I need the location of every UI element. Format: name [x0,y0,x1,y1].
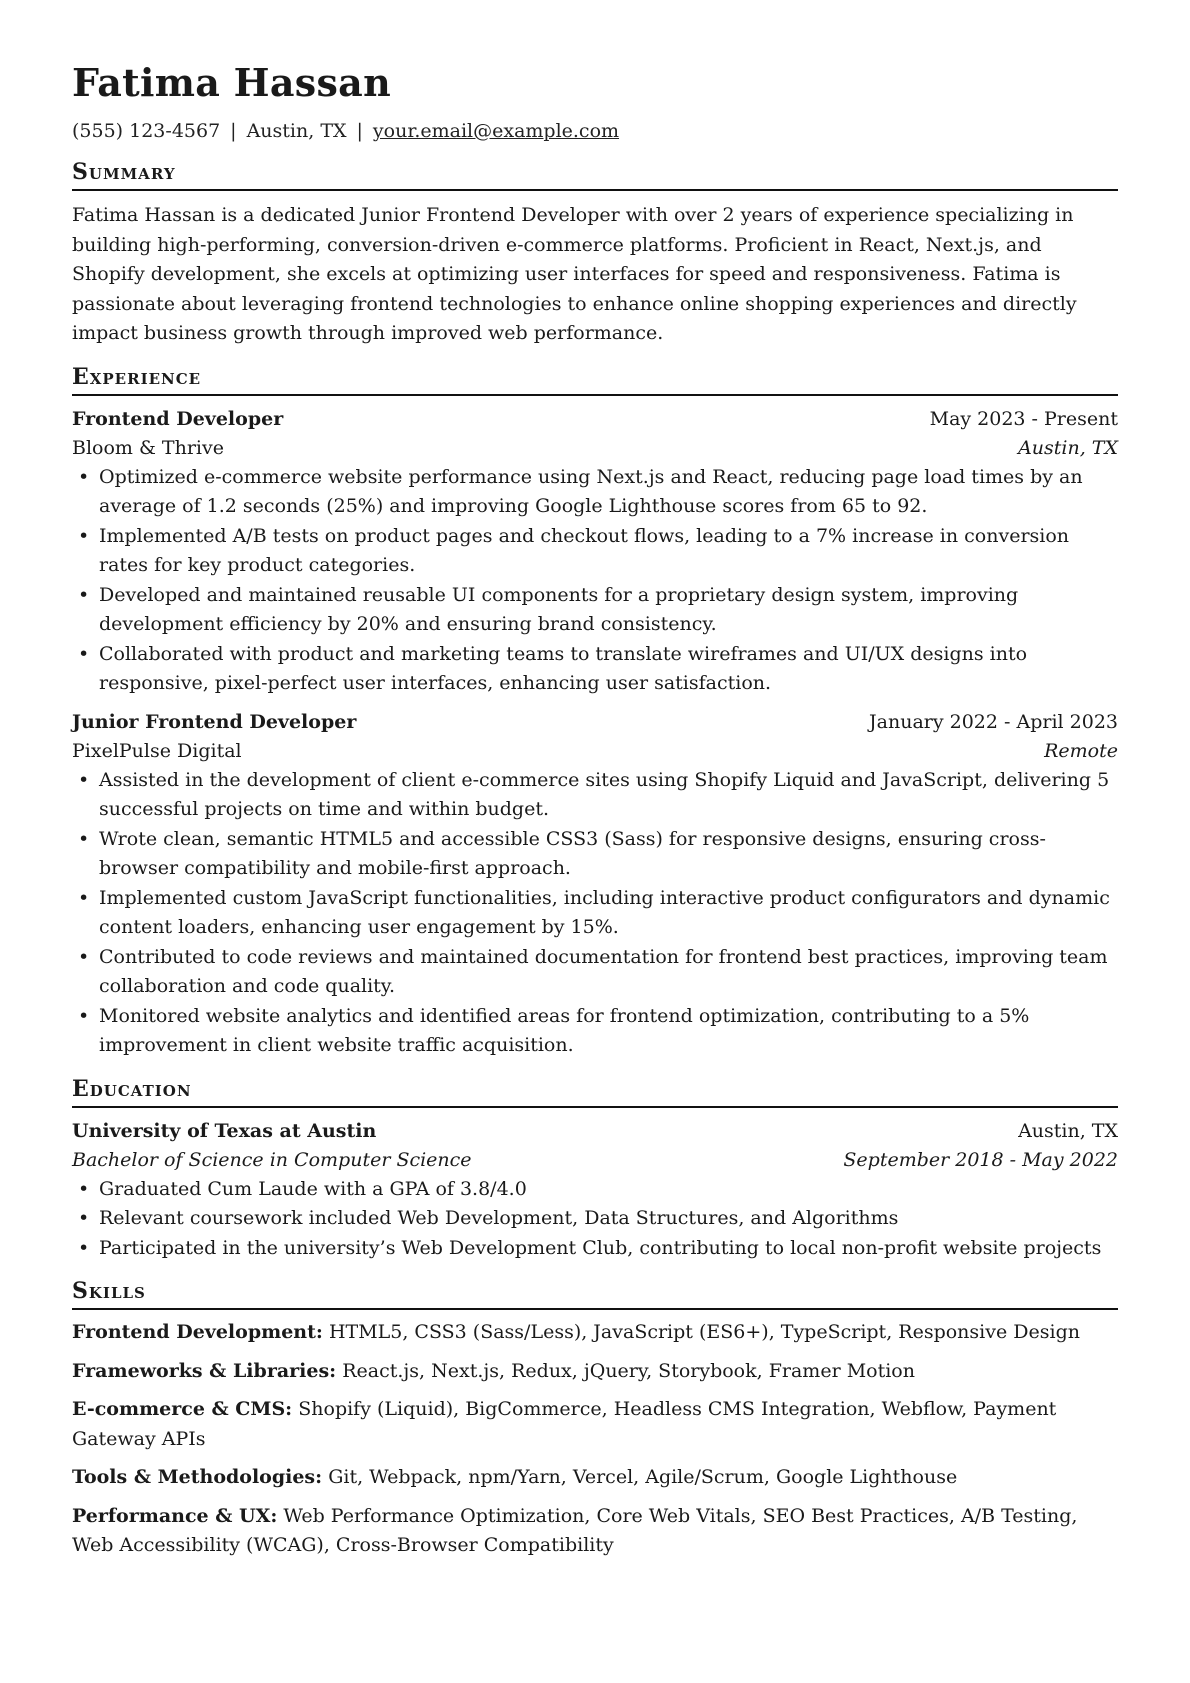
job-location: Remote [1044,739,1118,762]
bullet-text: Participated in the university’s Web Development Club, contributing to local non-profit website projects [99,1236,1102,1259]
bullet-text: Contributed to code reviews and maintained documentation for frontend best practices, improving team collaboration and code quality. [99,945,1108,997]
bullet-icon: • [78,827,90,850]
school-location: Austin, TX [1018,1119,1118,1142]
skill-value: Shopify (Liquid), BigCommerce, Headless CMS Integration, Webflow, Payment Gateway APIs [72,1398,1057,1450]
job-entry [72,708,1118,1061]
job-dates: May 2023 - Present [929,407,1118,430]
bullet-text: Assisted in the development of client e-commerce sites using Shopify Liquid and JavaScript, delivering 5 successful projects on time and within budget. [99,768,1110,820]
bullet-text: Monitored website analytics and identified areas for frontend optimization, contributing to a 5% improvement in client website traffic acquisition. [99,1004,1030,1056]
bullet-text: Developed and maintained reusable UI components for a proprietary design system, improving development efficiency by 20% and ensuring brand consistency. [99,583,1019,635]
bullet-text: Wrote clean, semantic HTML5 and accessible CSS3 (Sass) for responsive designs, ensuring cross-browser compatibility and mobile-first approach. [99,827,1046,879]
job-subheader [72,434,1118,463]
job-location: Austin, TX [1018,436,1118,459]
job-bullets [72,463,1118,699]
bullet-item [72,1204,1118,1234]
bullet-item [72,463,1118,522]
bullet-icon: • [78,642,90,665]
skills-section [72,1277,1118,1561]
skills-list [72,1318,1118,1561]
education-subheader [72,1146,1118,1175]
bullet-text: Relevant coursework included Web Development, Data Structures, and Algorithms [99,1207,899,1229]
bullet-item [72,1175,1118,1205]
skill-label: Frameworks & Libraries: [72,1359,337,1382]
skill-label: Performance & UX: [72,1504,278,1527]
skill-line [72,1502,1118,1561]
section-title-skills: Skills [72,1277,1118,1310]
summary-text: Fatima Hassan is a dedicated Junior Frontend Developer with over 2 years of experience specializing in building high-performing, conversion-driven e-commerce platforms. Proficient in React, Next.js, and Shopify development, she excels at optimizing user interfaces for speed and responsiveness. Fatima is passionate about leveraging frontend technologies to enhance online shopping experiences and directly impact business growth through improved web performance. [72,204,1077,344]
skill-line [72,1463,1118,1493]
email-link[interactable]: your.email@example.com [372,120,620,142]
job-company: PixelPulse Digital [72,739,242,762]
skill-line [72,1318,1118,1348]
bullet-text: Graduated Cum Laude with a GPA of 3.8/4.0 [99,1177,527,1200]
section-title-experience: Experience [72,363,1118,396]
bullet-text: Implemented A/B tests on product pages and checkout flows, leading to a 7% increase in conversion rates for key product categories. [99,524,1070,576]
bullet-text: Collaborated with product and marketing teams to translate wireframes and UI/UX designs into responsive, pixel-perfect user interfaces, enhancing user satisfaction. [99,642,1028,694]
education-dates: September 2018 - May 2022 [843,1148,1118,1171]
bullet-icon: • [78,1207,90,1229]
education-bullets [72,1175,1118,1264]
skill-value: Web Performance Optimization, Core Web Vitals, SEO Best Practices, A/B Testing, Web Accessibility (WCAG), Cross-Browser Compatibility [72,1504,1078,1556]
job-header [72,405,1118,434]
contact-separator: | [230,120,237,142]
bullet-item [72,1002,1118,1061]
skill-value: React.js, Next.js, Redux, jQuery, Storybook, Framer Motion [342,1359,915,1382]
bullet-item [72,1234,1118,1264]
summary-section [72,158,1118,349]
job-bullets [72,766,1118,1061]
job-role: Frontend Developer [72,407,284,430]
bullet-icon: • [78,1236,90,1259]
bullet-icon: • [78,1177,90,1200]
bullet-icon: • [78,583,90,606]
bullet-item [72,640,1118,699]
skill-label: E-commerce & CMS: [72,1398,293,1420]
section-title-education: Education [72,1075,1118,1108]
bullet-icon: • [78,465,90,488]
bullet-icon: • [78,768,90,791]
bullet-text: Implemented custom JavaScript functionalities, including interactive product configurators and dynamic content loaders, enhancing user engagement by 15%. [99,886,1110,938]
skill-line [72,1357,1118,1387]
bullet-icon: • [78,886,90,909]
skill-label: Tools & Methodologies: [72,1466,323,1488]
education-header [72,1117,1118,1146]
bullet-item [72,581,1118,640]
bullet-icon: • [78,945,90,968]
bullet-item [72,825,1118,884]
skill-value: Git, Webpack, npm/Yarn, Vercel, Agile/Scrum, Google Lighthouse [328,1466,958,1488]
bullet-item [72,884,1118,943]
location: Austin, TX [246,120,347,142]
education-entry [72,1117,1118,1264]
phone-number: (555) 123-4567 [72,120,221,142]
section-title-summary: Summary [72,158,1118,191]
contact-line [72,118,1118,144]
bullet-icon: • [78,524,90,547]
job-dates: January 2022 - April 2023 [869,710,1118,733]
bullet-item [72,943,1118,1002]
job-company: Bloom & Thrive [72,436,224,459]
job-header [72,708,1118,737]
education-section [72,1075,1118,1264]
bullet-item [72,522,1118,581]
school-name: University of Texas at Austin [72,1119,377,1142]
experience-section [72,363,1118,1061]
bullet-icon: • [78,1004,90,1027]
contact-separator: | [356,120,363,142]
skill-line [72,1395,1118,1454]
job-entry [72,405,1118,699]
skill-label: Frontend Development: [72,1321,323,1343]
bullet-item [72,766,1118,825]
candidate-name: Fatima Hassan [72,60,392,105]
job-subheader [72,737,1118,766]
bullet-text: Optimized e-commerce website performance using Next.js and React, reducing page load times by an average of 1.2 seconds (25%) and improving Google Lighthouse scores from 65 to 92. [99,465,1083,517]
degree: Bachelor of Science in Computer Science [72,1148,472,1171]
skill-value: HTML5, CSS3 (Sass/Less), JavaScript (ES6+), TypeScript, Responsive Design [328,1321,1080,1343]
job-role: Junior Frontend Developer [72,710,357,733]
